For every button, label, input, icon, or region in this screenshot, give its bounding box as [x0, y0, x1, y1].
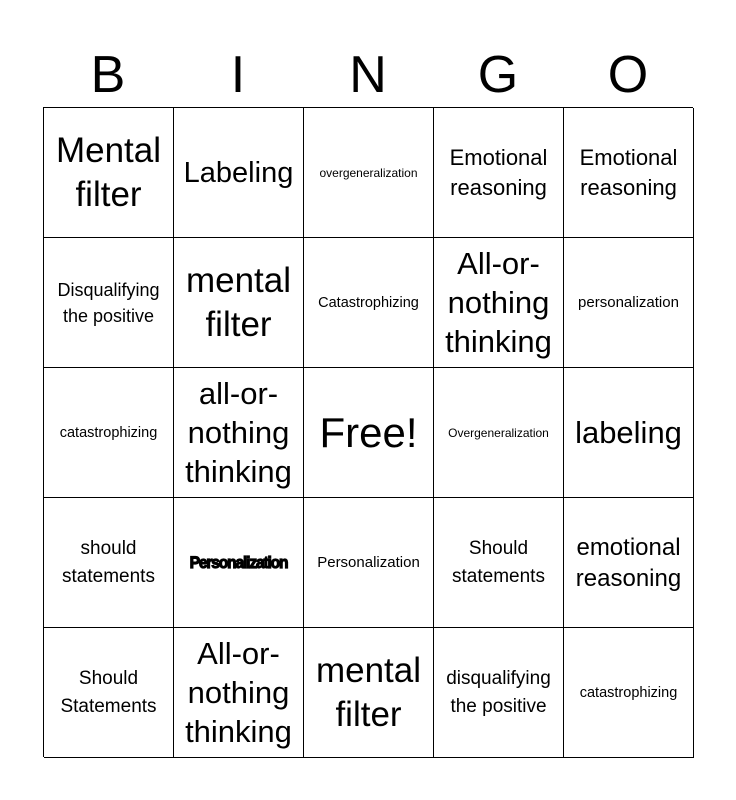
bingo-cell[interactable]: [304, 628, 434, 758]
header-letter-b: B: [90, 46, 126, 104]
bingo-cell[interactable]: [564, 628, 694, 758]
bingo-cell[interactable]: [174, 498, 304, 628]
bingo-cell[interactable]: [434, 368, 564, 498]
cell-label: Personalization: [189, 552, 288, 572]
bingo-header: [43, 44, 693, 106]
cell-label: All-or-nothing thinking: [185, 636, 292, 749]
bingo-cell[interactable]: [564, 498, 694, 628]
bingo-cell[interactable]: [44, 368, 174, 498]
bingo-cell[interactable]: [174, 108, 304, 238]
bingo-cell[interactable]: [434, 628, 564, 758]
bingo-cell[interactable]: [564, 238, 694, 368]
cell-label: Should Statements: [60, 667, 157, 717]
bingo-cell[interactable]: [304, 238, 434, 368]
bingo-cell[interactable]: [44, 238, 174, 368]
cell-label: all-or-nothing thinking: [185, 376, 292, 489]
header-letter-o: O: [607, 46, 649, 104]
cell-label: Labeling: [183, 156, 294, 189]
free-space[interactable]: [304, 368, 434, 498]
cell-label: overgeneralization: [319, 165, 418, 180]
cell-label: mental filter: [315, 650, 422, 734]
bingo-cell[interactable]: [434, 498, 564, 628]
cell-label: catastrophizing: [59, 424, 158, 441]
bingo-cell[interactable]: [174, 368, 304, 498]
bingo-cell[interactable]: [174, 238, 304, 368]
cell-label: disqualifying the positive: [446, 667, 551, 717]
cell-label: catastrophizing: [579, 684, 678, 701]
cell-label: All-or-nothing thinking: [445, 246, 552, 359]
cell-label: Mental filter: [55, 130, 162, 214]
cell-label: Emotional reasoning: [579, 144, 678, 200]
cell-label: should statements: [62, 537, 155, 587]
cell-label: Catastrophizing: [318, 294, 419, 311]
cell-label: personalization: [578, 293, 679, 311]
header-letter-i: I: [230, 46, 246, 104]
cell-label: emotional reasoning: [575, 533, 682, 592]
free-space-label: Free!: [319, 408, 418, 456]
cell-label: Should statements: [452, 537, 545, 587]
header-letter-g: G: [477, 46, 519, 104]
cell-label: labeling: [575, 415, 682, 450]
bingo-cell[interactable]: [174, 628, 304, 758]
bingo-cell[interactable]: [434, 238, 564, 368]
bingo-cell[interactable]: [304, 498, 434, 628]
bingo-cell[interactable]: [434, 108, 564, 238]
bingo-board: [43, 107, 693, 757]
cell-label: Overgeneralization: [448, 425, 549, 440]
bingo-cell[interactable]: [44, 108, 174, 238]
bingo-cell[interactable]: [44, 628, 174, 758]
bingo-cell[interactable]: [44, 498, 174, 628]
bingo-cell[interactable]: [564, 368, 694, 498]
bingo-cell[interactable]: [564, 108, 694, 238]
cell-label: Disqualifying the positive: [57, 279, 160, 326]
cell-label: Personalization: [317, 553, 420, 571]
cell-label: mental filter: [185, 260, 292, 344]
bingo-cell[interactable]: [304, 108, 434, 238]
cell-label: Emotional reasoning: [449, 144, 548, 200]
header-letter-n: N: [349, 46, 387, 104]
